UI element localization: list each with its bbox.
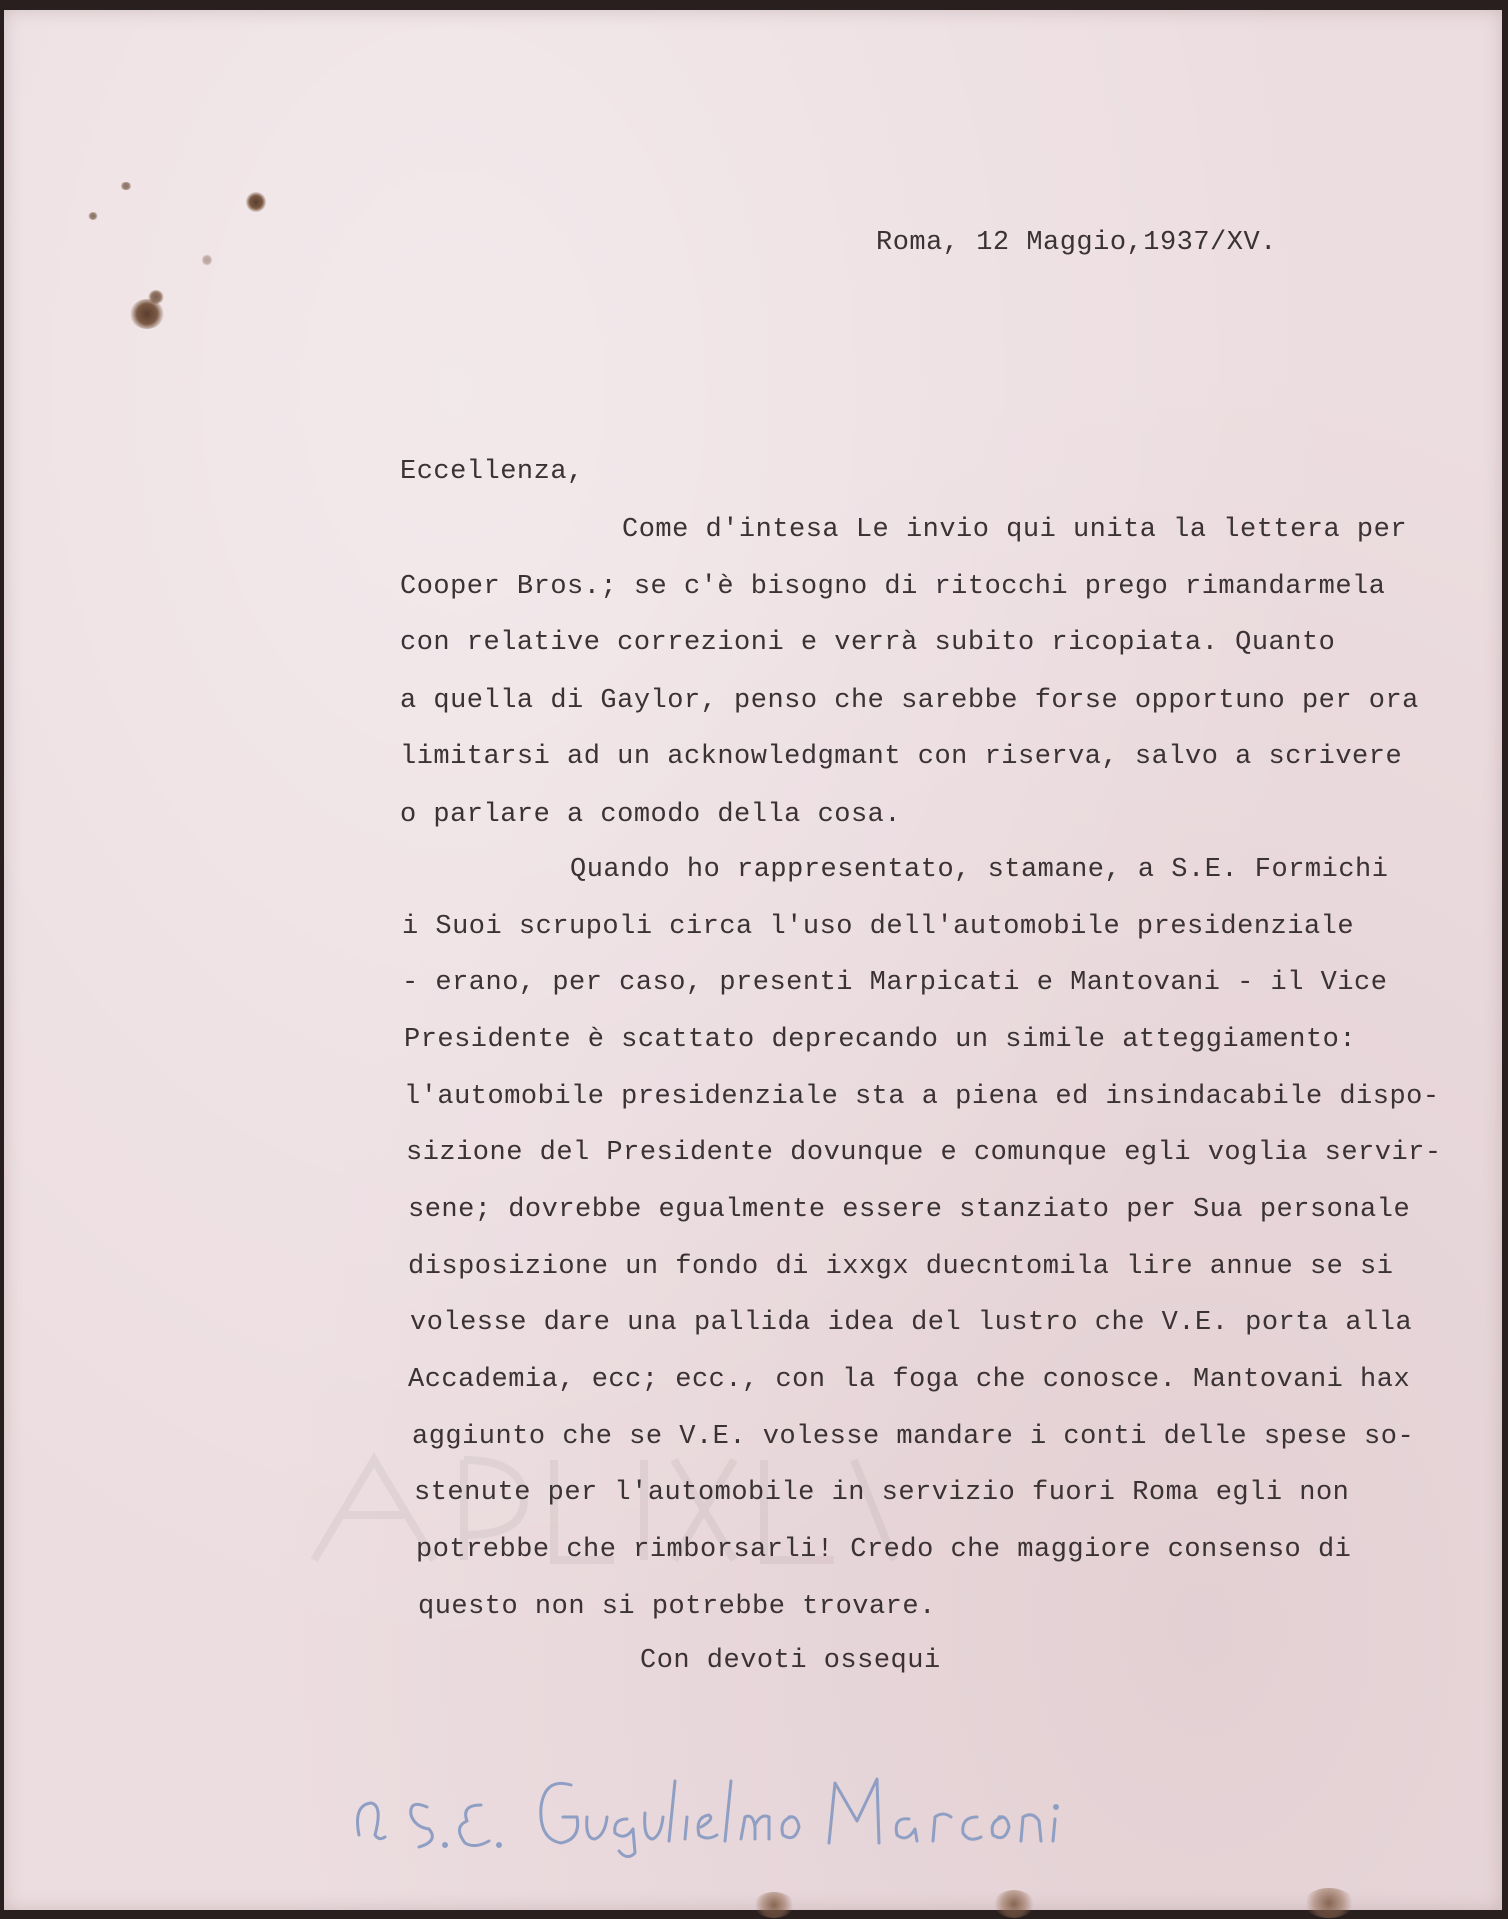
letter-line: disposizione un fondo di ixxgx duecntomila lire annue se si — [408, 1252, 1394, 1282]
letter-line: Come d'intesa Le invio qui unita la lettera per — [622, 515, 1408, 545]
edge-stain-3 — [1304, 1888, 1354, 1918]
ink-speck-1 — [120, 182, 132, 190]
letter-line: potrebbe che rimborsarli! Credo che maggiore consenso di — [416, 1535, 1352, 1565]
letter-line: a quella di Gaylor, penso che sarebbe forse opportuno per ora — [400, 686, 1419, 716]
handwritten-addressee-note — [349, 1755, 1069, 1865]
letter-line: - erano, per caso, presenti Marpicati e Mantovani - il Vice — [402, 968, 1388, 998]
letter-line: volesse dare una pallida idea del lustro che V.E. porta alla — [410, 1308, 1413, 1338]
edge-stain-1 — [754, 1892, 794, 1918]
letter-line: Accademia, ecc; ecc., con la foga che conosce. Mantovani hax — [408, 1365, 1411, 1395]
closing: Con devoti ossequi — [640, 1646, 941, 1676]
letter-line: o parlare a comodo della cosa. — [400, 800, 902, 830]
letter-line: aggiunto che se V.E. volesse mandare i conti delle spese so- — [412, 1422, 1415, 1452]
letter-sheet — [4, 10, 1502, 1910]
ink-spot-round — [246, 192, 266, 212]
letter-line: questo non si potrebbe trovare. — [418, 1592, 936, 1622]
letter-line: Cooper Bros.; se c'è bisogno di ritocchi prego rimandarmela — [400, 572, 1386, 602]
ink-spot-small-1 — [148, 290, 164, 304]
letter-line: Presidente è scattato deprecando un simile atteggiamento: — [404, 1025, 1357, 1055]
letter-line: limitarsi ad un acknowledgmant con riserva, salvo a scrivere — [400, 742, 1403, 772]
ink-speck-2 — [88, 212, 98, 220]
letter-line: con relative correzioni e verrà subito ricopiata. Quanto — [400, 628, 1336, 658]
letter-line: stenute per l'automobile in servizio fuori Roma egli non — [414, 1478, 1350, 1508]
letter-line: l'automobile presidenziale sta a piena ed insindacabile dispo- — [404, 1082, 1440, 1112]
letter-line: Quando ho rappresentato, stamane, a S.E. Formichi — [570, 855, 1389, 885]
letter-line: sene; dovrebbe egualmente essere stanziato per Sua personale — [408, 1195, 1411, 1225]
edge-stain-2 — [994, 1890, 1034, 1918]
letter-line: i Suoi scrupoli circa l'uso dell'automobile presidenziale — [402, 912, 1355, 942]
letter-line: sizione del Presidente dovunque e comunque egli voglia servir- — [406, 1138, 1442, 1168]
salutation: Eccellenza, — [400, 457, 584, 487]
ink-speck-3 — [202, 254, 212, 266]
dateline: Roma, 12 Maggio,1937/XV. — [876, 228, 1277, 258]
